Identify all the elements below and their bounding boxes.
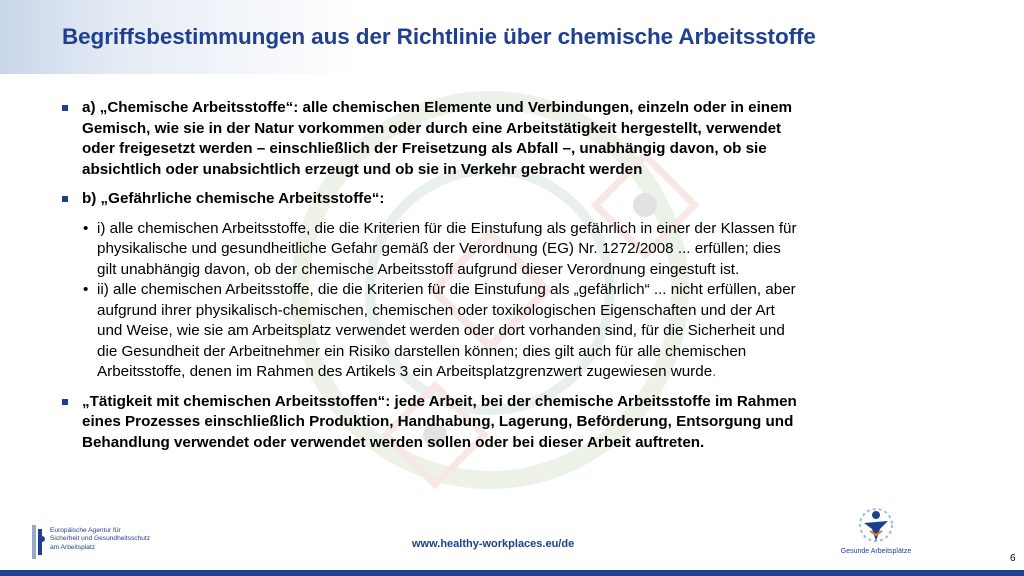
text-line: Gemisch, wie sie in der Natur vorkommen oder durch eine Arbeitstätigkeit hergestellt, verwendet: [82, 119, 782, 137]
text-line: a) „Chemische Arbeitsstoffe“: alle chemischen Elemente und Verbindungen, einzeln oder in einem: [82, 99, 793, 116]
agency-line: am Arbeitsplatz: [50, 543, 96, 551]
text-line: und Weise, wie sie am Arbeitsplatz verwendet werden oder dort vorhanden sind, für die Sicherheit und: [97, 322, 785, 339]
slide-content: [62, 98, 902, 453]
dot-bullet-icon: •: [83, 281, 89, 298]
definition-hazardous-agents: [62, 189, 902, 210]
text-line: aufgrund ihrer physikalisch-chemischen, chemischen oder toxikologischen Eigenschaften und der Art: [97, 301, 775, 319]
text-line: Behandlung verwendet oder verwendet werden sollen oder bei dieser Arbeit auftreten.: [82, 433, 705, 451]
text-line: „Tätigkeit mit chemischen Arbeitsstoffen“: jede Arbeit, bei der chemische Arbeitsstoffe im Rahmen: [82, 392, 797, 410]
square-bullet-icon: [62, 196, 68, 202]
dot-bullet-icon: •: [83, 219, 89, 237]
eu-osha-emblem-icon: [30, 525, 46, 559]
sub-item-i: [62, 219, 902, 281]
red-period: .: [712, 363, 717, 380]
text-line: ii) alle chemischen Arbeitsstoffe, die die Kriterien für die Einstufung als „gefährlich“ ... nicht erfüllen, aber: [97, 281, 796, 298]
text-line: physikalische und gesundheitliche Gefahr gemäß der Verordnung (EG) Nr. 1272/2008 ... erfüllen; dies: [97, 240, 781, 257]
campaign-label: Gesunde Arbeitsplätze: [840, 548, 912, 555]
slide-title: Begriffsbestimmungen aus der Richtlinie über chemische Arbeitsstoffe: [62, 24, 816, 49]
agency-line: Europäische Agentur für: [50, 527, 121, 534]
website-link[interactable]: www.healthy-workplaces.eu/de: [412, 538, 575, 550]
healthy-workplaces-figure-icon: [836, 505, 916, 547]
healthy-workplaces-logo: [836, 505, 916, 563]
bottom-bar: [0, 570, 1024, 576]
text-span: Arbeitsstoffe, denen im Rahmen des Artikels 3 ein Arbeitsplatzgrenzwert zugewiesen wurde: [97, 363, 713, 380]
text-line: oder freigesetzt werden – einschließlich der Freisetzung als Abfall –, unabhängig davon, ob sie: [82, 140, 767, 157]
definition-activity: [62, 392, 902, 454]
agency-name: [50, 527, 150, 552]
text-line: [97, 362, 902, 383]
text-line: b) „Gefährliche chemische Arbeitsstoffe“:: [82, 190, 385, 207]
agency-logo: [30, 525, 180, 561]
page-number: 6: [1010, 553, 1016, 564]
square-bullet-icon: [62, 105, 68, 111]
text-line: die Gesundheit der Arbeitnehmer ein Risiko darstellen können; dies gilt auch für alle chemischen: [97, 342, 747, 360]
definition-chemical-agents: [62, 98, 902, 180]
square-bullet-icon: [62, 399, 68, 405]
text-line: eines Prozesses einschließlich Produktion, Handhabung, Lagerung, Beförderung, Entsorgung und: [82, 413, 794, 430]
text-line: absichtlich oder unabsichtlich erzeugt und ob sie in Verkehr gebracht werden: [82, 160, 643, 178]
text-line: i) alle chemischen Arbeitsstoffe, die die Kriterien für die Einstufung als gefährlich in einer der Klassen für: [97, 219, 797, 237]
sub-item-ii: [62, 280, 902, 383]
agency-line: Sicherheit und Gesundheitsschutz: [50, 535, 151, 543]
text-line: gilt unabhängig davon, ob der chemische Arbeitsstoff aufgrund dieser Verordnung eingestuft ist.: [97, 260, 740, 278]
